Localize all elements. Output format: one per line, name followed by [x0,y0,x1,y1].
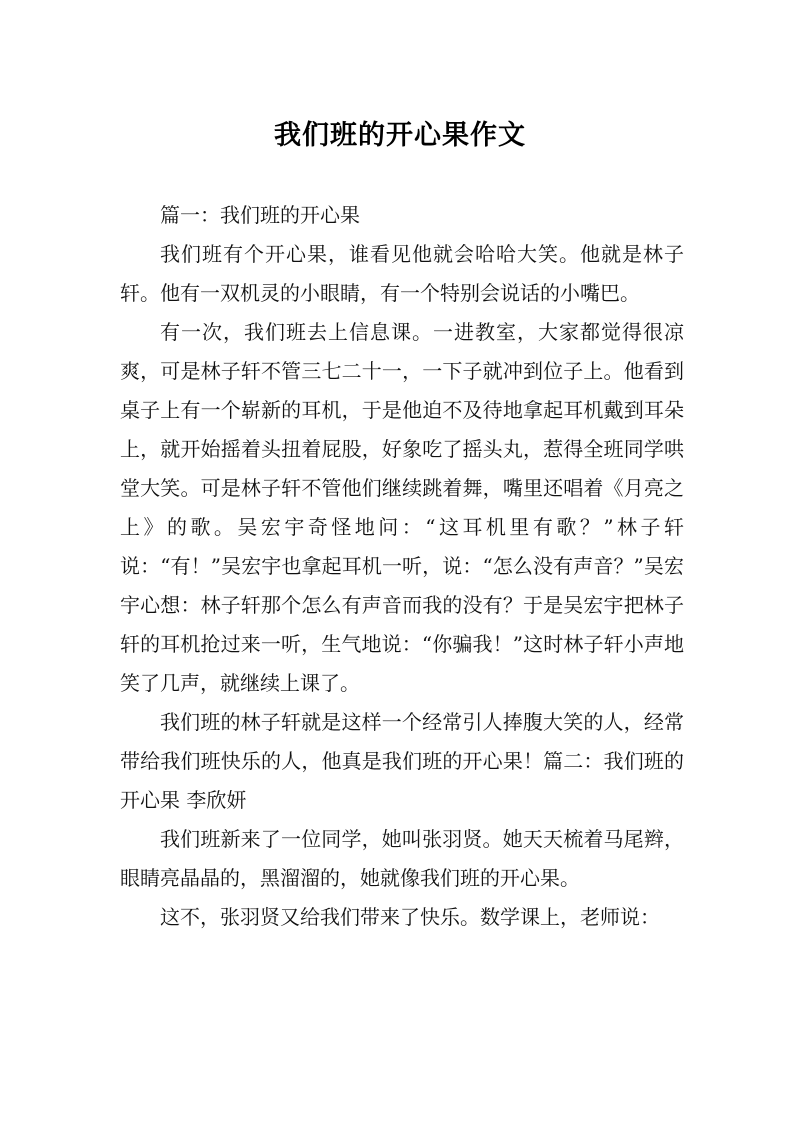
document-body [120,196,684,937]
paragraph-section-heading-1: 篇一：我们班的开心果 [160,203,360,227]
document-title: 我们班的开心果作文 [274,120,526,152]
paragraph-new-classmate: 我们班新来了一位同学，她叫张羽贤。她天天梳着马尾辫，眼睛亮晶晶的，黑溜溜的，她就像我们班的开心果。 [120,827,684,890]
paragraph-math-class: 这不，张羽贤又给我们带来了快乐。数学课上，老师说： [160,905,660,929]
paragraph-conclusion-and-heading-2: 我们班的林子轩就是这样一个经常引人捧腹大笑的人，经常带给我们班快乐的人，他真是我们班的开心果！篇二：我们班的开心果 李欣妍 [120,710,684,812]
paragraph-intro: 我们班有个开心果，谁看见他就会哈哈大笑。他就是林子轩。他有一双机灵的小眼睛，有一个特别会说话的小嘴巴。 [120,242,684,305]
paragraph-story: 有一次，我们班去上信息课。一进教室，大家都觉得很凉爽，可是林子轩不管三七二十一，一下子就冲到位子上。他看到桌子上有一个崭新的耳机，于是他迫不及待地拿起耳机戴到耳朵上，就开始摇着头扭着屁股，好象吃了摇头丸，惹得全班同学哄堂大笑。可是林子轩不管他们继续跳着舞，嘴里还唱着《月亮之上》的歌。吴宏宇奇怪地问：“这耳机里有歌？”林子轩说：“有！”吴宏宇也拿起耳机一听，说：“怎么没有声音？”吴宏宇心想：林子轩那个怎么有声音而我的没有？于是吴宏宇把林子轩的耳机抢过来一听，生气地说：“你骗我！”这时林子轩小声地笑了几声，就继续上课了。 [120,320,684,695]
